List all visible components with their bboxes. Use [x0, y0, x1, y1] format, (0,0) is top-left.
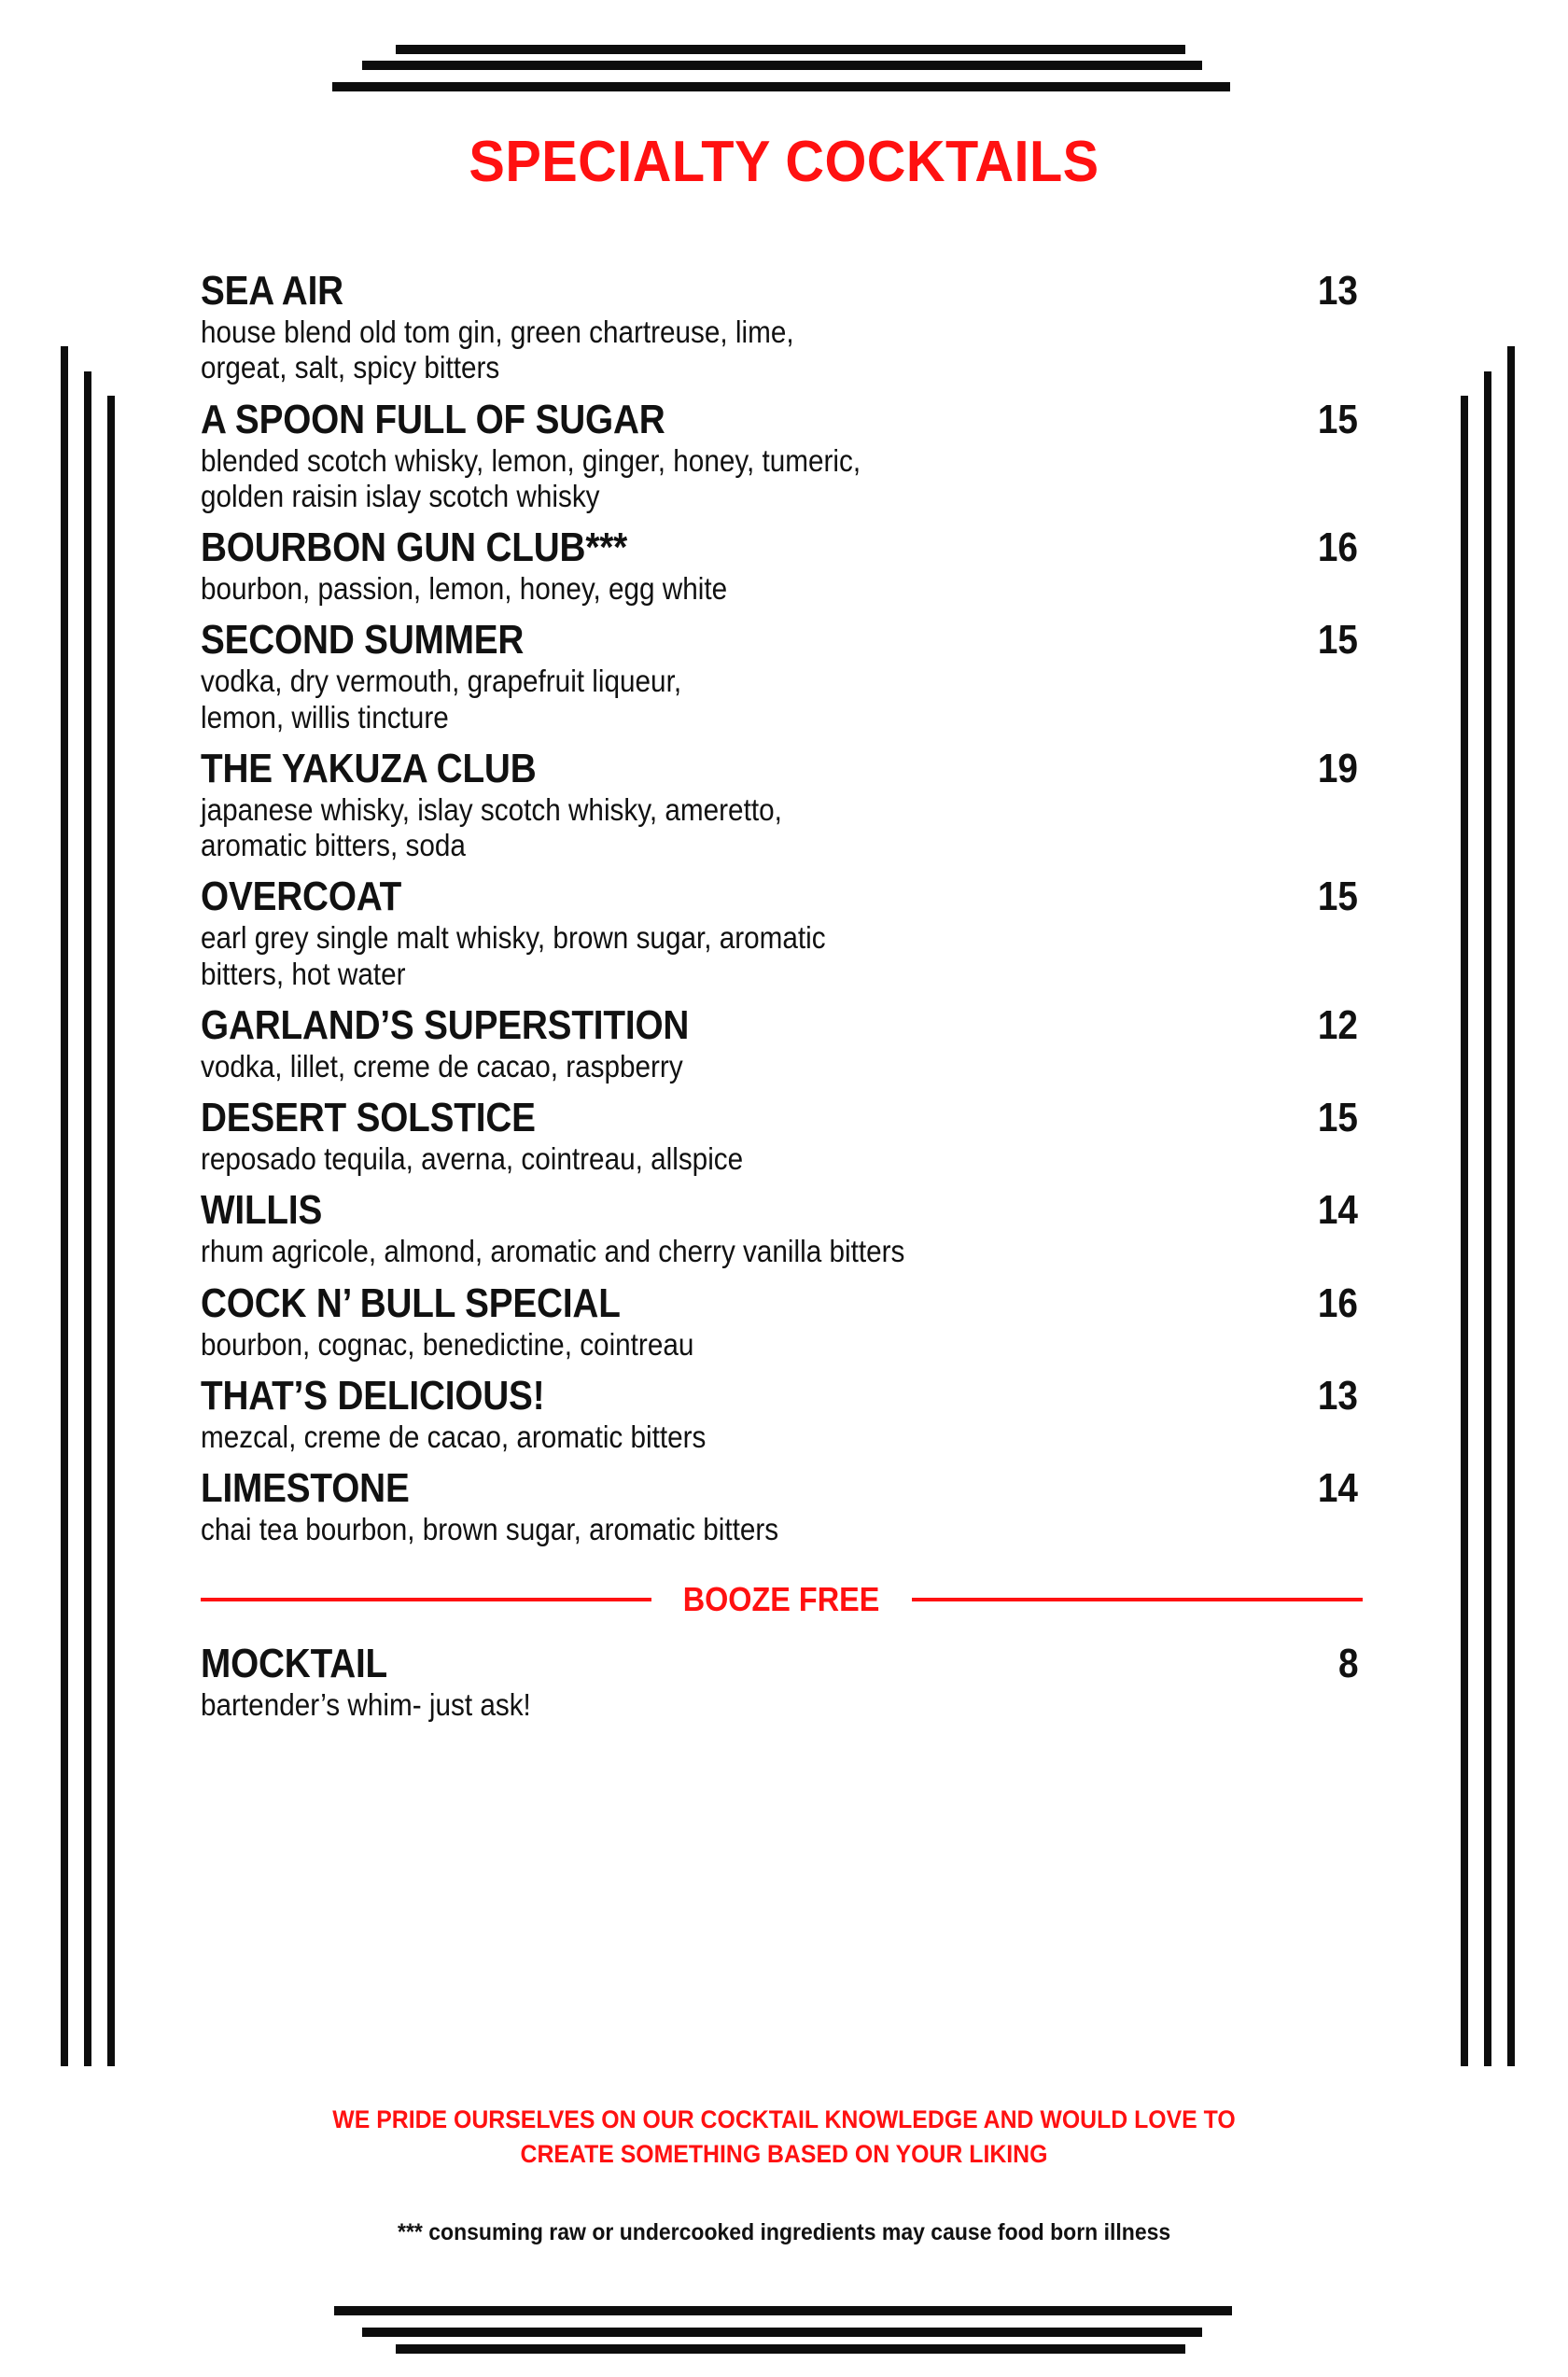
right-rule-3 — [1507, 346, 1515, 2066]
description-line: chai tea bourbon, brown sugar, aromatic bitters — [201, 1512, 779, 1547]
menu-item-price: 13 — [1317, 1372, 1358, 1419]
menu-item-name: THE YAKUZA CLUB — [201, 745, 537, 791]
menu-item — [201, 617, 1358, 735]
menu-item — [201, 1279, 1358, 1363]
description-line: earl grey single malt whisky, brown sugar, aromatic — [201, 920, 826, 956]
menu-item-description — [201, 664, 1091, 735]
menu-item-price: 15 — [1317, 1095, 1358, 1141]
menu-item — [201, 268, 1358, 386]
menu-item — [201, 524, 1358, 607]
menu-item-name: MOCKTAIL — [201, 1640, 388, 1686]
menu-item — [201, 745, 1358, 864]
menu-item-description — [201, 1327, 1091, 1363]
right-rule-2 — [1484, 371, 1491, 2066]
menu-item — [201, 1372, 1358, 1455]
description-line: blended scotch whisky, lemon, ginger, honey, tumeric, — [201, 442, 861, 478]
promo-text — [0, 2103, 1568, 2173]
bottom-rule-2 — [362, 2328, 1202, 2337]
menu-item — [201, 1465, 1358, 1547]
right-rule-1 — [1461, 396, 1468, 2066]
menu-item-description — [201, 792, 1091, 864]
menu-item-name: LIMESTONE — [201, 1465, 410, 1512]
menu-item — [201, 1095, 1358, 1177]
menu-item-name: A SPOON FULL OF SUGAR — [201, 396, 665, 442]
menu-item-head — [201, 745, 1358, 791]
menu-item-name: BOURBON GUN CLUB*** — [201, 524, 628, 571]
menu-item-description — [201, 571, 1091, 607]
description-line: japanese whisky, islay scotch whisky, ameretto, — [201, 791, 782, 827]
top-rule-2 — [362, 61, 1202, 70]
menu-item-head — [201, 396, 1358, 442]
menu-item-price: 15 — [1317, 617, 1358, 664]
menu-item-description — [201, 1687, 1091, 1723]
menu-item-name: SECOND SUMMER — [201, 617, 525, 664]
menu-item-name: COCK N’ BULL SPECIAL — [201, 1279, 621, 1326]
menu-item-head — [201, 1372, 1358, 1419]
menu-item-description — [201, 1234, 1091, 1269]
divider-rule-left — [201, 1598, 651, 1601]
description-line: golden raisin islay scotch whisky — [201, 478, 600, 513]
menu-item-price: 15 — [1317, 874, 1358, 920]
menu-item-description — [201, 315, 1091, 386]
description-line: vodka, lillet, creme de cacao, raspberry — [201, 1048, 683, 1084]
description-line: reposado tequila, averna, cointreau, allspice — [201, 1141, 744, 1177]
booze-free-label: BOOZE FREE — [683, 1579, 880, 1618]
description-line: bourbon, cognac, benedictine, cointreau — [201, 1326, 694, 1362]
menu-item-head — [201, 874, 1358, 920]
bottom-rule-3 — [396, 2344, 1185, 2354]
description-line: house blend old tom gin, green chartreuse, lime, — [201, 315, 794, 349]
menu-item-price: 14 — [1317, 1465, 1358, 1512]
left-rule-2 — [84, 371, 91, 2066]
menu-item-price: 16 — [1317, 1279, 1358, 1326]
menu-item-price: 14 — [1317, 1187, 1358, 1234]
description-line: mezcal, creme de cacao, aromatic bitters — [201, 1419, 707, 1454]
menu-item-head — [201, 268, 1358, 314]
menu-item-description — [201, 443, 1091, 515]
booze-free-divider — [201, 1580, 1363, 1619]
divider-rule-right — [912, 1598, 1363, 1601]
menu-item-head — [201, 617, 1358, 664]
menu-item-price: 8 — [1337, 1640, 1358, 1686]
description-line: bartender’s whim- just ask! — [201, 1686, 531, 1722]
menu-item-head — [201, 1279, 1358, 1326]
menu-item-price: 19 — [1317, 745, 1358, 791]
cocktail-list — [201, 268, 1358, 1736]
menu-item-head — [201, 1095, 1358, 1141]
description-line: orgeat, salt, spicy bitters — [201, 350, 500, 385]
menu-item-name: OVERCOAT — [201, 874, 402, 920]
description-line: lemon, willis tincture — [201, 699, 449, 734]
menu-item-description — [201, 1512, 1091, 1547]
menu-item-description — [201, 1141, 1091, 1177]
description-line: bitters, hot water — [201, 956, 406, 991]
menu-item — [201, 1001, 1358, 1084]
menu-item-name: GARLAND’S SUPERSTITION — [201, 1001, 690, 1048]
menu-item-name: THAT’S DELICIOUS! — [201, 1372, 545, 1419]
page-title: SPECIALTY COCKTAILS — [469, 130, 1099, 194]
menu-item-head — [201, 1640, 1358, 1686]
menu-item-price: 13 — [1317, 268, 1358, 314]
left-rule-3 — [61, 346, 68, 2066]
description-line: rhum agricole, almond, aromatic and cherry vanilla bitters — [201, 1234, 905, 1269]
promo-line-1: WE PRIDE OURSELVES ON OUR COCKTAIL KNOWLEDGE AND WOULD LOVE TO — [332, 2105, 1236, 2133]
menu-item-head — [201, 524, 1358, 571]
bottom-rule-1 — [334, 2306, 1232, 2315]
top-rule-1 — [396, 45, 1185, 54]
menu-item — [201, 876, 1358, 992]
disclaimer-text — [0, 2219, 1568, 2246]
menu-item-head — [201, 1187, 1358, 1234]
menu-item-price: 12 — [1317, 1001, 1358, 1048]
menu-item-price: 16 — [1317, 524, 1358, 571]
top-rule-3 — [332, 82, 1230, 91]
menu-item-name: WILLIS — [201, 1187, 323, 1234]
left-rule-1 — [107, 396, 115, 2066]
menu-item — [201, 1187, 1358, 1269]
disclaimer-line: *** consuming raw or undercooked ingredients may cause food born illness — [397, 2219, 1171, 2245]
menu-item-name: SEA AIR — [201, 268, 343, 314]
menu-item-description — [201, 920, 1091, 992]
menu-item-description — [201, 1419, 1091, 1455]
description-line: vodka, dry vermouth, grapefruit liqueur, — [201, 664, 682, 699]
menu-item-head — [201, 1465, 1358, 1512]
menu-item-name: DESERT SOLSTICE — [201, 1095, 536, 1141]
description-line: bourbon, passion, lemon, honey, egg white — [201, 571, 728, 607]
menu-item — [201, 1640, 1358, 1723]
menu-item-head — [201, 1001, 1358, 1048]
menu-item-description — [201, 1049, 1091, 1084]
description-line: aromatic bitters, soda — [201, 828, 466, 863]
menu-item-price: 15 — [1317, 396, 1358, 442]
menu-item — [201, 396, 1358, 515]
promo-line-2: CREATE SOMETHING BASED ON YOUR LIKING — [520, 2140, 1048, 2169]
